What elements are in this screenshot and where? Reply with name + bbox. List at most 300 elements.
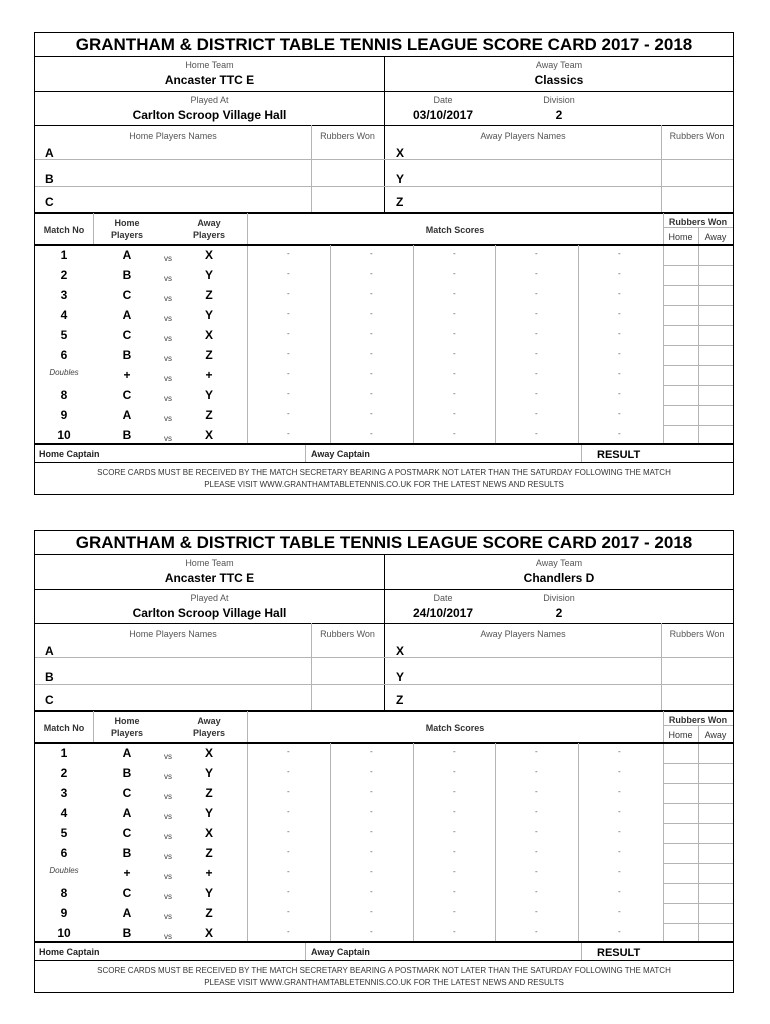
- home-header: Home: [114, 716, 140, 726]
- match-date: 03/10/2017: [412, 108, 474, 122]
- away-player: +: [205, 368, 213, 382]
- home-team-name: Ancaster TTC E: [164, 571, 255, 585]
- match-scores-header: Match Scores: [425, 723, 485, 733]
- vs-label: vs: [164, 334, 172, 343]
- column-line: [495, 245, 496, 445]
- postmark-notice: SCORE CARDS MUST BE RECEIVED BY THE MATCH SECRETARY BEARING A POSTMARK NOT LATER THAN THE SATURDAY FOLLOWING THE MATCH: [97, 966, 671, 975]
- game-score-separator: -: [370, 309, 373, 318]
- home-player: A: [122, 806, 132, 820]
- game-score-separator: -: [618, 927, 621, 936]
- rule-line: [663, 305, 733, 306]
- vs-label: vs: [164, 832, 172, 841]
- vs-label: vs: [164, 414, 172, 423]
- game-score-separator: -: [618, 349, 621, 358]
- game-score-separator: -: [618, 289, 621, 298]
- division-label: Division: [543, 95, 575, 105]
- away-rubbers-label: Rubbers Won: [669, 629, 725, 639]
- column-line: [413, 245, 414, 445]
- game-score-separator: -: [287, 269, 290, 278]
- vs-label: vs: [164, 852, 172, 861]
- game-score-separator: -: [370, 249, 373, 258]
- away-player: X: [204, 248, 213, 262]
- home-player: +: [123, 866, 131, 880]
- away-player: Z: [205, 288, 213, 302]
- home-players-header: Players: [110, 230, 144, 240]
- away-player: X: [204, 926, 213, 940]
- game-score-separator: -: [453, 269, 456, 278]
- game-score-separator: -: [535, 747, 538, 756]
- game-score-separator: -: [287, 369, 290, 378]
- game-score-separator: -: [535, 927, 538, 936]
- score-card-1: [34, 32, 734, 495]
- match-date: 24/10/2017: [412, 606, 474, 620]
- rule-line: [35, 941, 733, 943]
- game-score-separator: -: [535, 369, 538, 378]
- vs-label: vs: [164, 434, 172, 443]
- rule-line: [35, 212, 733, 214]
- column-line: [247, 213, 248, 443]
- vs-label: vs: [164, 872, 172, 881]
- home-team-label: Home Team: [185, 558, 234, 568]
- game-score-separator: -: [618, 847, 621, 856]
- away-player-letter: X: [396, 146, 405, 160]
- match-number: 2: [60, 268, 68, 282]
- home-player: A: [122, 906, 132, 920]
- match-number: Doubles: [49, 866, 79, 875]
- game-score-separator: -: [370, 269, 373, 278]
- home-player: C: [122, 786, 132, 800]
- rule-line: [663, 265, 733, 266]
- game-score-separator: -: [453, 249, 456, 258]
- rule-line: [35, 710, 733, 712]
- home-captain-label: Home Captain: [39, 947, 100, 957]
- game-score-separator: -: [370, 349, 373, 358]
- game-score-separator: -: [618, 429, 621, 438]
- column-line: [581, 445, 582, 462]
- away-player-letter: Y: [396, 670, 405, 684]
- match-number: 3: [60, 786, 68, 800]
- game-score-separator: -: [535, 827, 538, 836]
- game-score-separator: -: [370, 429, 373, 438]
- game-score-separator: -: [618, 249, 621, 258]
- away-players-header: Players: [192, 728, 226, 738]
- rule-line: [663, 365, 733, 366]
- rule-line: [663, 923, 733, 924]
- rule-line: [663, 903, 733, 904]
- away-player: X: [204, 746, 213, 760]
- match-number: 4: [60, 308, 68, 322]
- away-player: +: [205, 866, 213, 880]
- game-score-separator: -: [535, 867, 538, 876]
- game-score-separator: -: [287, 309, 290, 318]
- division-value: 2: [555, 606, 563, 620]
- away-header: Away: [197, 218, 221, 228]
- rubbers-away-header: Away: [704, 232, 727, 242]
- rule-line: [663, 425, 733, 426]
- game-score-separator: -: [370, 907, 373, 916]
- game-score-separator: -: [618, 787, 621, 796]
- game-score-separator: -: [535, 807, 538, 816]
- rule-line: [663, 843, 733, 844]
- game-score-separator: -: [287, 907, 290, 916]
- away-player: X: [204, 826, 213, 840]
- vs-label: vs: [164, 314, 172, 323]
- column-line: [661, 623, 662, 711]
- home-player: C: [122, 288, 132, 302]
- home-players-label: Home Players Names: [129, 131, 217, 141]
- game-score-separator: -: [453, 747, 456, 756]
- rule-line: [663, 883, 733, 884]
- website-notice: PLEASE VISIT WWW.GRANTHAMTABLETENNIS.CO.UK FOR THE LATEST NEWS AND RESULTS: [204, 480, 564, 489]
- rule-line: [663, 345, 733, 346]
- home-player: B: [122, 348, 132, 362]
- rule-line: [663, 405, 733, 406]
- away-player-letter: Y: [396, 172, 405, 186]
- game-score-separator: -: [287, 847, 290, 856]
- column-line: [663, 711, 664, 941]
- game-score-separator: -: [535, 907, 538, 916]
- game-score-separator: -: [618, 907, 621, 916]
- match-number: Doubles: [49, 368, 79, 377]
- game-score-separator: -: [370, 389, 373, 398]
- rule-line: [663, 763, 733, 764]
- home-player: A: [122, 248, 132, 262]
- game-score-separator: -: [453, 389, 456, 398]
- game-score-separator: -: [370, 369, 373, 378]
- game-score-separator: -: [535, 249, 538, 258]
- away-player: Z: [205, 408, 213, 422]
- away-captain-label: Away Captain: [311, 947, 370, 957]
- game-score-separator: -: [535, 329, 538, 338]
- match-number: 9: [60, 906, 68, 920]
- game-score-separator: -: [535, 349, 538, 358]
- column-line: [305, 445, 306, 462]
- away-players-label: Away Players Names: [480, 629, 566, 639]
- column-line: [581, 943, 582, 960]
- rule-line: [35, 91, 733, 92]
- column-line: [384, 125, 385, 213]
- division-label: Division: [543, 593, 575, 603]
- match-number: 9: [60, 408, 68, 422]
- column-line: [247, 711, 248, 941]
- column-line: [495, 743, 496, 943]
- game-score-separator: -: [535, 389, 538, 398]
- home-player: B: [122, 926, 132, 940]
- postmark-notice: SCORE CARDS MUST BE RECEIVED BY THE MATCH SECRETARY BEARING A POSTMARK NOT LATER THAN THE SATURDAY FOLLOWING THE MATCH: [97, 468, 671, 477]
- game-score-separator: -: [618, 887, 621, 896]
- game-score-separator: -: [287, 767, 290, 776]
- match-number: 4: [60, 806, 68, 820]
- game-score-separator: -: [287, 827, 290, 836]
- match-number: 6: [60, 846, 68, 860]
- column-line: [578, 743, 579, 943]
- home-player-letter: B: [45, 670, 54, 684]
- home-player: +: [123, 368, 131, 382]
- game-score-separator: -: [370, 329, 373, 338]
- game-score-separator: -: [535, 289, 538, 298]
- vs-label: vs: [164, 254, 172, 263]
- game-score-separator: -: [287, 349, 290, 358]
- rule-line: [35, 960, 733, 961]
- home-player: B: [122, 846, 132, 860]
- match-number: 8: [60, 388, 68, 402]
- game-score-separator: -: [370, 887, 373, 896]
- column-line: [663, 213, 664, 443]
- game-score-separator: -: [618, 867, 621, 876]
- game-score-separator: -: [535, 847, 538, 856]
- rule-line: [35, 589, 733, 590]
- game-score-separator: -: [453, 409, 456, 418]
- home-captain-label: Home Captain: [39, 449, 100, 459]
- away-team-name: Classics: [534, 73, 584, 87]
- vs-label: vs: [164, 394, 172, 403]
- game-score-separator: -: [287, 807, 290, 816]
- away-team-label: Away Team: [535, 60, 583, 70]
- home-player: C: [122, 388, 132, 402]
- home-player: A: [122, 308, 132, 322]
- game-score-separator: -: [618, 269, 621, 278]
- vs-label: vs: [164, 772, 172, 781]
- game-score-separator: -: [535, 887, 538, 896]
- game-score-separator: -: [287, 927, 290, 936]
- home-player: C: [122, 826, 132, 840]
- rule-line: [35, 684, 733, 685]
- game-score-separator: -: [618, 409, 621, 418]
- game-score-separator: -: [287, 887, 290, 896]
- game-score-separator: -: [453, 927, 456, 936]
- rule-line: [663, 823, 733, 824]
- rubbers-away-header: Away: [704, 730, 727, 740]
- game-score-separator: -: [287, 289, 290, 298]
- away-player: Y: [204, 766, 213, 780]
- home-player: B: [122, 428, 132, 442]
- game-score-separator: -: [453, 867, 456, 876]
- game-score-separator: -: [370, 767, 373, 776]
- away-player: X: [204, 428, 213, 442]
- game-score-separator: -: [618, 309, 621, 318]
- game-score-separator: -: [453, 787, 456, 796]
- game-score-separator: -: [287, 329, 290, 338]
- away-player: Z: [205, 846, 213, 860]
- home-player: B: [122, 766, 132, 780]
- match-number: 1: [60, 248, 68, 262]
- game-score-separator: -: [618, 827, 621, 836]
- rubbers-home-header: Home: [668, 730, 693, 740]
- rule-line: [35, 186, 733, 187]
- vs-label: vs: [164, 294, 172, 303]
- match-number: 10: [57, 926, 71, 940]
- game-score-separator: -: [453, 827, 456, 836]
- away-player: Z: [205, 348, 213, 362]
- match-number: 5: [60, 328, 68, 342]
- away-player: Z: [205, 786, 213, 800]
- away-captain-label: Away Captain: [311, 449, 370, 459]
- home-player: C: [122, 886, 132, 900]
- game-score-separator: -: [453, 329, 456, 338]
- home-player: A: [122, 408, 132, 422]
- column-line: [330, 743, 331, 943]
- vs-label: vs: [164, 912, 172, 921]
- match-number: 8: [60, 886, 68, 900]
- rule-line: [35, 462, 733, 463]
- game-score-separator: -: [370, 927, 373, 936]
- rubbers-won-header: Rubbers Won: [668, 715, 728, 725]
- column-line: [305, 943, 306, 960]
- away-rubbers-label: Rubbers Won: [669, 131, 725, 141]
- home-team-name: Ancaster TTC E: [164, 73, 255, 87]
- column-line: [384, 623, 385, 711]
- game-score-separator: -: [287, 249, 290, 258]
- home-player-letter: C: [45, 693, 54, 707]
- column-line: [311, 125, 312, 213]
- game-score-separator: -: [370, 747, 373, 756]
- game-score-separator: -: [453, 369, 456, 378]
- game-score-separator: -: [287, 867, 290, 876]
- game-score-separator: -: [618, 389, 621, 398]
- game-score-separator: -: [370, 289, 373, 298]
- home-player: C: [122, 328, 132, 342]
- column-line: [698, 227, 699, 443]
- played-at-label: Played At: [190, 593, 229, 603]
- vs-label: vs: [164, 892, 172, 901]
- match-number: 2: [60, 766, 68, 780]
- match-number: 10: [57, 428, 71, 442]
- rubbers-home-header: Home: [668, 232, 693, 242]
- result-label: RESULT: [597, 947, 641, 959]
- game-score-separator: -: [618, 807, 621, 816]
- away-player: Y: [204, 806, 213, 820]
- match-no-header: Match No: [43, 225, 85, 235]
- rule-line: [35, 657, 733, 658]
- played-at-label: Played At: [190, 95, 229, 105]
- column-line: [698, 725, 699, 941]
- rule-line: [663, 863, 733, 864]
- column-line: [330, 245, 331, 445]
- home-player: B: [122, 268, 132, 282]
- home-player-letter: C: [45, 195, 54, 209]
- match-no-header: Match No: [43, 723, 85, 733]
- home-rubbers-label: Rubbers Won: [320, 629, 375, 639]
- game-score-separator: -: [535, 269, 538, 278]
- game-score-separator: -: [453, 887, 456, 896]
- rule-line: [35, 159, 733, 160]
- game-score-separator: -: [535, 767, 538, 776]
- away-player: Y: [204, 308, 213, 322]
- game-score-separator: -: [370, 787, 373, 796]
- column-line: [93, 711, 94, 743]
- venue-name: Carlton Scroop Village Hall: [132, 108, 287, 122]
- vs-label: vs: [164, 812, 172, 821]
- home-player-letter: A: [45, 644, 54, 658]
- column-line: [578, 245, 579, 445]
- column-line: [661, 125, 662, 213]
- column-line: [413, 743, 414, 943]
- game-score-separator: -: [453, 349, 456, 358]
- home-players-header: Players: [110, 728, 144, 738]
- game-score-separator: -: [453, 767, 456, 776]
- game-score-separator: -: [618, 747, 621, 756]
- game-score-separator: -: [453, 907, 456, 916]
- website-notice: PLEASE VISIT WWW.GRANTHAMTABLETENNIS.CO.UK FOR THE LATEST NEWS AND RESULTS: [204, 978, 564, 987]
- column-line: [93, 213, 94, 245]
- rule-line: [663, 285, 733, 286]
- vs-label: vs: [164, 752, 172, 761]
- rubbers-won-header: Rubbers Won: [668, 217, 728, 227]
- vs-label: vs: [164, 374, 172, 383]
- game-score-separator: -: [618, 369, 621, 378]
- home-player-letter: A: [45, 146, 54, 160]
- away-player-letter: Z: [396, 693, 404, 707]
- game-score-separator: -: [453, 847, 456, 856]
- away-player: Y: [204, 886, 213, 900]
- away-header: Away: [197, 716, 221, 726]
- match-number: 1: [60, 746, 68, 760]
- rule-line: [35, 742, 733, 744]
- rule-line: [663, 325, 733, 326]
- away-player-letter: Z: [396, 195, 404, 209]
- away-player: Y: [204, 268, 213, 282]
- game-score-separator: -: [370, 847, 373, 856]
- game-score-separator: -: [370, 867, 373, 876]
- rule-line: [35, 443, 733, 445]
- away-team-label: Away Team: [535, 558, 583, 568]
- vs-label: vs: [164, 354, 172, 363]
- date-label: Date: [433, 593, 453, 603]
- game-score-separator: -: [370, 807, 373, 816]
- game-score-separator: -: [453, 807, 456, 816]
- home-team-label: Home Team: [185, 60, 234, 70]
- away-team-name: Chandlers D: [523, 571, 595, 585]
- rule-line: [663, 385, 733, 386]
- game-score-separator: -: [370, 827, 373, 836]
- game-score-separator: -: [453, 429, 456, 438]
- game-score-separator: -: [287, 747, 290, 756]
- result-label: RESULT: [597, 449, 641, 461]
- game-score-separator: -: [287, 429, 290, 438]
- game-score-separator: -: [287, 409, 290, 418]
- match-number: 3: [60, 288, 68, 302]
- game-score-separator: -: [618, 767, 621, 776]
- game-score-separator: -: [287, 787, 290, 796]
- home-header: Home: [114, 218, 140, 228]
- home-players-label: Home Players Names: [129, 629, 217, 639]
- rule-line: [663, 803, 733, 804]
- rule-line: [35, 244, 733, 246]
- card-title: GRANTHAM & DISTRICT TABLE TENNIS LEAGUE SCORE CARD 2017 - 2018: [35, 33, 733, 57]
- away-player-letter: X: [396, 644, 405, 658]
- game-score-separator: -: [453, 309, 456, 318]
- home-rubbers-label: Rubbers Won: [320, 131, 375, 141]
- home-player: A: [122, 746, 132, 760]
- game-score-separator: -: [535, 429, 538, 438]
- game-score-separator: -: [453, 289, 456, 298]
- vs-label: vs: [164, 932, 172, 941]
- game-score-separator: -: [618, 329, 621, 338]
- away-player: Z: [205, 906, 213, 920]
- away-player: Y: [204, 388, 213, 402]
- card-title: GRANTHAM & DISTRICT TABLE TENNIS LEAGUE SCORE CARD 2017 - 2018: [35, 531, 733, 555]
- score-card-2: [34, 530, 734, 993]
- vs-label: vs: [164, 274, 172, 283]
- away-players-header: Players: [192, 230, 226, 240]
- division-value: 2: [555, 108, 563, 122]
- away-players-label: Away Players Names: [480, 131, 566, 141]
- date-label: Date: [433, 95, 453, 105]
- game-score-separator: -: [370, 409, 373, 418]
- rule-line: [663, 783, 733, 784]
- column-line: [311, 623, 312, 711]
- vs-label: vs: [164, 792, 172, 801]
